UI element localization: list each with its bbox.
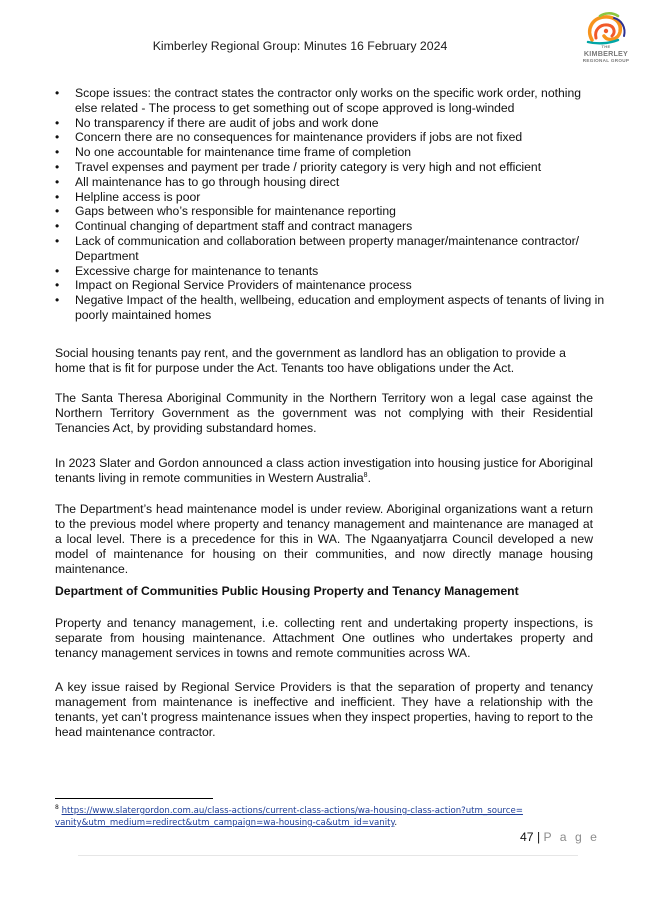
footnote-reference[interactable]: 8 [363, 472, 368, 480]
page-number-separator: | [536, 830, 541, 844]
logo-sub-text: REGIONAL GROUP [582, 58, 630, 63]
list-item: • Travel expenses and payment per trade / priority category is very high and not efficient [55, 160, 605, 175]
list-item: • Gaps between who’s responsible for maintenance reporting [55, 204, 605, 219]
page-number-value: 47 [520, 830, 534, 844]
footnote-link[interactable]: https://www.slatergordon.com.au/class-actions/current-class-actions/wa-housing-class-action?utm_source=vanity&utm_medium=redirect&utm_campaign=wa-housing-ca&utm_id=vanity [55, 806, 523, 828]
paragraph-key-issue: A key issue raised by Regional Service Providers is that the separation of property and tenancy management from maintenance is ineffective and inefficient. They have a relationship with the tenants, yet can’t progress maintenance issues when they inspect properties, having to report to the head maintenance contractor. [55, 680, 593, 740]
paragraph-class-action-end: . [367, 471, 371, 486]
logo-main-text: KIMBERLEY [583, 49, 629, 58]
page-word: P a g e [543, 830, 600, 844]
logo-swirl-icon [578, 12, 634, 46]
list-item: • Scope issues: the contract states the contractor only works on the specific work order, nothing else related - The process to get something out of scope approved is long-winded [55, 86, 605, 116]
footnote-divider [55, 798, 213, 799]
logo-small-text: THE [601, 44, 611, 49]
list-item: • Helpline access is poor [55, 190, 605, 205]
paragraph-property-management: Property and tenancy management, i.e. collecting rent and undertaking property inspections, is separate from housing maintenance. Attachment One outlines who undertakes property and tenancy management services in towns and remote communities across WA. [55, 616, 593, 661]
list-item: • Excessive charge for maintenance to tenants [55, 264, 605, 279]
section-heading: Department of Communities Public Housing Property and Tenancy Management [55, 584, 519, 598]
page-number [520, 830, 599, 844]
kimberley-regional-group-logo [578, 12, 634, 70]
list-item: • No one accountable for maintenance time frame of completion [55, 145, 605, 160]
paragraph-class-action [55, 456, 593, 486]
list-item: • Continual changing of department staff and contract managers [55, 219, 605, 234]
paragraph-santa-theresa-case: The Santa Theresa Aboriginal Community in the Northern Territory won a legal case against the Northern Territory Government as the government was not complying with their Residential Tenancies Act, by providing substandard homes. [55, 391, 593, 436]
issues-list [55, 86, 605, 323]
footnote-trailing: . [394, 818, 398, 828]
paragraph-maintenance-model: The Department’s head maintenance model is under review. Aboriginal organizations want a return to the previous model where property and tenancy management and maintenance are managed at a local level. There is a precedence for this in WA. The Ngaanyatjarra Council developed a new model of maintenance for housing on their communities, and now directly manage housing maintenance. [55, 502, 593, 577]
list-item: • Negative Impact of the health, wellbeing, education and employment aspects of tenants of living in poorly maintained homes [55, 293, 605, 323]
header-title: Kimberley Regional Group: Minutes 16 February 2024 [152, 39, 448, 53]
footer-divider [78, 855, 578, 856]
paragraph-tenant-obligations: Social housing tenants pay rent, and the government as landlord has an obligation to provide a home that is fit for purpose under the Act. Tenants too have obligations under the Act. [55, 346, 566, 376]
list-item: • All maintenance has to go through housing direct [55, 175, 605, 190]
list-item: • Impact on Regional Service Providers of maintenance process [55, 278, 605, 293]
footnote [55, 805, 525, 829]
paragraph-class-action-text: In 2023 Slater and Gordon announced a class action investigation into housing justice for Aboriginal tenants living in remote communities in Western Australia [55, 456, 593, 486]
footnote-number: 8 [55, 804, 59, 812]
list-item: • Concern there are no consequences for maintenance providers if jobs are not fixed [55, 130, 605, 145]
list-item: • No transparency if there are audit of jobs and work done [55, 116, 605, 131]
list-item: • Lack of communication and collaboration between property manager/maintenance contractor/ Department [55, 234, 605, 264]
